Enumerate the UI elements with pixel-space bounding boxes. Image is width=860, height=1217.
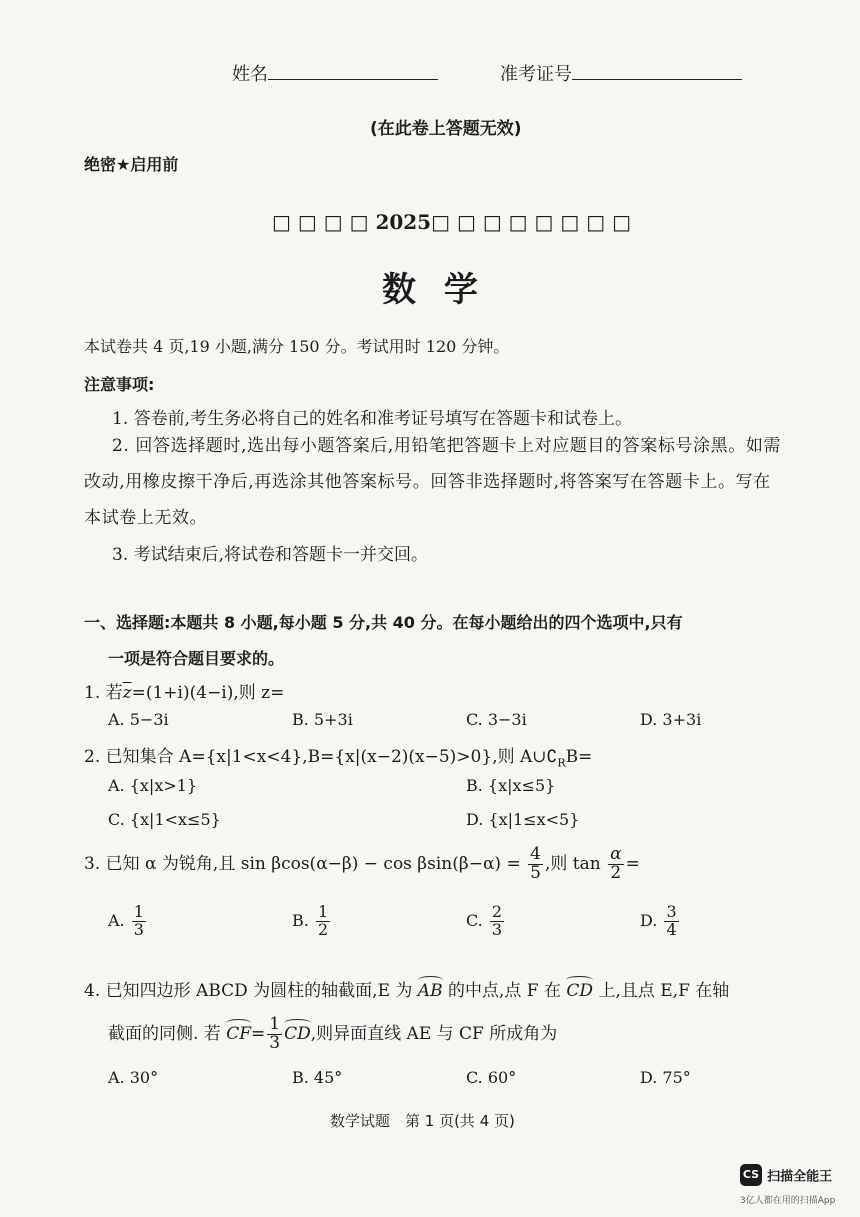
- q4-number: 4.: [84, 981, 101, 1001]
- section1-line1: 一、选择题:本题共 8 小题,每小题 5 分,共 40 分。在每小题给出的四个选项中,只有: [84, 613, 683, 632]
- q4-arc-cd: CD: [566, 981, 594, 1001]
- q3-option-b: B. $\frac{1}{2}$: [292, 902, 329, 939]
- q1-option-d: D. 3+3i: [640, 710, 702, 729]
- scanner-brand: [740, 1164, 832, 1186]
- question-1: [84, 678, 284, 703]
- note-2: 2. 回答选择题时,选出每小题答案后,用铅笔把答题卡上对应题目的答案标号涂黑。如需改动,用橡皮擦干净后,再选涂其他答案标号。回答非选择题时,将答案写在答题卡上。写在本试卷上无效。: [84, 436, 782, 528]
- section1-line2: 一项是符合题目要求的。: [108, 649, 285, 668]
- q4-arc-cd-2: CD: [284, 1023, 311, 1044]
- q2-stem-end: B=: [565, 747, 593, 767]
- exam-intro: 本试卷共 4 页,19 小题,满分 150 分。考试用时 120 分钟。: [84, 337, 510, 356]
- name-field: [232, 60, 438, 86]
- note-3: 3. 考试结束后,将试卷和答题卡一并交回。: [112, 545, 429, 565]
- q2-option-a: A. {x|x>1}: [108, 776, 198, 795]
- q4-arc-ab: AB: [417, 981, 443, 1001]
- question-4-line2: 截面的同侧. 若 CF= $\frac{1}{3}$ CD,则异面直线 AE 与 CF 所成角为: [108, 1014, 558, 1053]
- q1-option-b: B. 5+3i: [292, 710, 353, 729]
- q4-arc-cf: CF: [226, 1023, 252, 1044]
- q1-stem-pre: 若: [105, 683, 123, 703]
- q2-number: 2.: [84, 747, 101, 767]
- notes-heading: 注意事项:: [84, 375, 155, 394]
- q2-sub: R: [557, 756, 566, 770]
- q4-option-c: C. 60°: [466, 1068, 517, 1087]
- id-blank: [572, 63, 742, 80]
- q3-tan-fraction: $\frac{\alpha}{2}$: [610, 844, 622, 883]
- scanner-tagline: 3亿人都在用的扫描App: [740, 1196, 836, 1206]
- q3-stem: 已知 α 为锐角,且 sin βcos(α−β) − cos βsin(β−α) =: [105, 853, 521, 874]
- note-1: 1. 答卷前,考生务必将自己的姓名和准考证号填写在答题卡和试卷上。: [112, 409, 633, 429]
- q4-fraction: $\frac{1}{3}$: [269, 1014, 281, 1053]
- q4-option-b: B. 45°: [292, 1068, 343, 1087]
- question-3: [84, 846, 640, 883]
- q3-number: 3.: [84, 853, 101, 874]
- id-field: [500, 60, 742, 86]
- id-label: 准考证号: [500, 64, 572, 85]
- question-2: [84, 742, 592, 769]
- page-footer: 数学试题 第 1 页(共 4 页): [330, 1112, 515, 1130]
- q1-option-c: C. 3−3i: [466, 710, 527, 729]
- invalid-note: (在此卷上答题无效): [370, 119, 522, 139]
- q1-option-a: A. 5−3i: [108, 710, 169, 729]
- q3-option-c: C. $\frac{2}{3}$: [466, 902, 503, 939]
- question-4-line1: 4. 已知四边形 ABCD 为圆柱的轴截面,E 为 AB 的中点,点 F 在 CD 上,且点 E,F 在轴: [84, 981, 730, 1001]
- scanner-logo: CS: [740, 1164, 762, 1186]
- name-label: 姓名: [232, 64, 268, 85]
- q3-option-d: D. $\frac{3}{4}$: [640, 902, 677, 939]
- secret-label: 绝密★启用前: [84, 155, 179, 174]
- q1-number: 1.: [84, 683, 101, 703]
- scanner-name: 扫描全能王: [767, 1169, 833, 1185]
- name-blank: [268, 63, 438, 80]
- q3-option-a: A. $\frac{1}{3}$: [108, 902, 144, 939]
- q2-option-d: D. {x|1≤x<5}: [466, 810, 580, 829]
- exam-title: □ □ □ □ 2025□ □ □ □ □ □ □ □: [272, 210, 632, 234]
- q3-mid: ,则 tan: [544, 853, 601, 874]
- q3-end: =: [625, 853, 640, 874]
- q4-option-d: D. 75°: [640, 1068, 691, 1087]
- q1-stem-post: =(1+i)(4−i),则 z=: [131, 683, 285, 703]
- q3-fraction: $\frac{4}{5}$: [530, 844, 541, 883]
- q2-option-c: C. {x|1<x≤5}: [108, 810, 221, 829]
- q2-option-b: B. {x|x≤5}: [466, 776, 556, 795]
- q2-stem: 已知集合 A={x|1<x<4},B={x|(x−2)(x−5)>0},则 A∪∁: [105, 747, 558, 767]
- q1-zbar: $\overline{z}$: [122, 683, 132, 703]
- subject-title: 数 学: [382, 270, 486, 310]
- q4-option-a: A. 30°: [108, 1068, 159, 1087]
